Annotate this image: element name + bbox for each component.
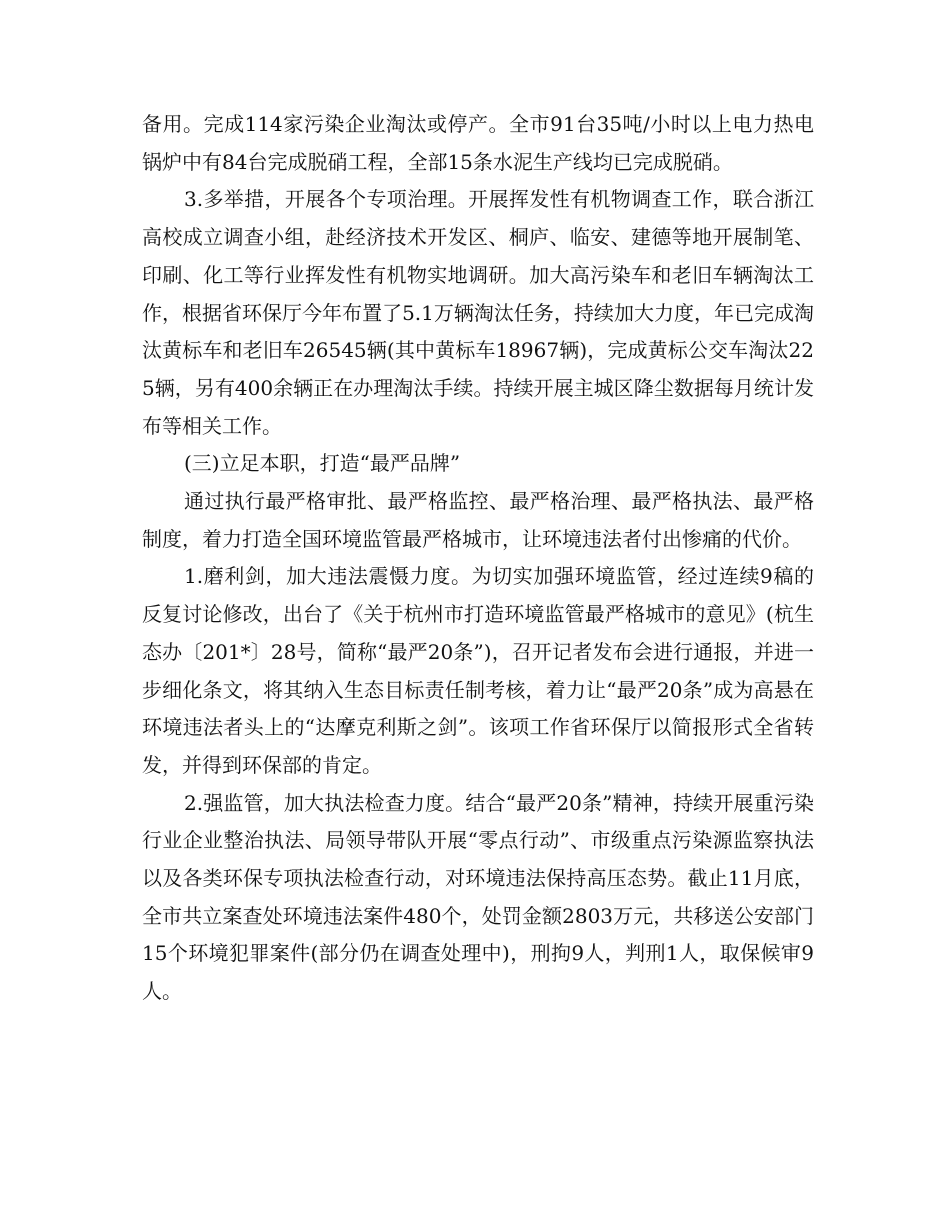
paragraph: 2.强监管，加大执法检查力度。结合“最严20条”精神，持续开展重污染行业企业整治执法、局领导带队开展“零点行动”、市级重点污染源监察执法以及各类环保专项执法检查行动，对环境违法保持高压态势。截止11月底，全市共立案查处环境违法案件480个，处罚金额2803万元，共移送公安部门15个环境犯罪案件(部分仍在调查处理中)，刑拘9人，判刑1人，取保候审9人。	[142, 790, 814, 1004]
section-heading: (三)立足本职，打造“最严品牌”	[184, 451, 461, 476]
paragraph: 通过执行最严格审批、最严格监控、最严格治理、最严格执法、最严格制度，着力打造全国环境监管最严格城市，让环境违法者付出惨痛的代价。	[142, 489, 814, 551]
paragraph: 备用。完成114家污染企业淘汰或停产。全市91台35吨/小时以上电力热电锅炉中有84台完成脱硝工程，全部15条水泥生产线均已完成脱硝。	[142, 112, 814, 174]
paragraph: 3.多举措，开展各个专项治理。开展挥发性有机物调查工作，联合浙江高校成立调查小组，赴经济技术开发区、桐庐、临安、建德等地开展制笔、印刷、化工等行业挥发性有机物实地调研。加大高污染车和老旧车辆淘汰工作，根据省环保厅今年布置了5.1万辆淘汰任务，持续加大力度，年已完成淘汰黄标车和老旧车26545辆(其中黄标车18967辆)，完成黄标公交车淘汰225辆，另有400余辆正在办理淘汰手续。持续开展主城区降尘数据每月统计发布等相关工作。	[142, 187, 814, 438]
paragraph: 1.磨利剑，加大违法震慑力度。为切实加强环境监管，经过连续9稿的反复讨论修改，出台了《关于杭州市打造环境监管最严格城市的意见》(杭生态办〔201*〕28号，简称“最严20条”)，召开记者发布会进行通报，并进一步细化条文，将其纳入生态目标责任制考核，着力让“最严20条”成为高悬在环境违法者头上的“达摩克利斯之剑”。该项工作省环保厅以简报形式全省转发，并得到环保部的肯定。	[142, 564, 814, 777]
document-body	[142, 106, 814, 1011]
